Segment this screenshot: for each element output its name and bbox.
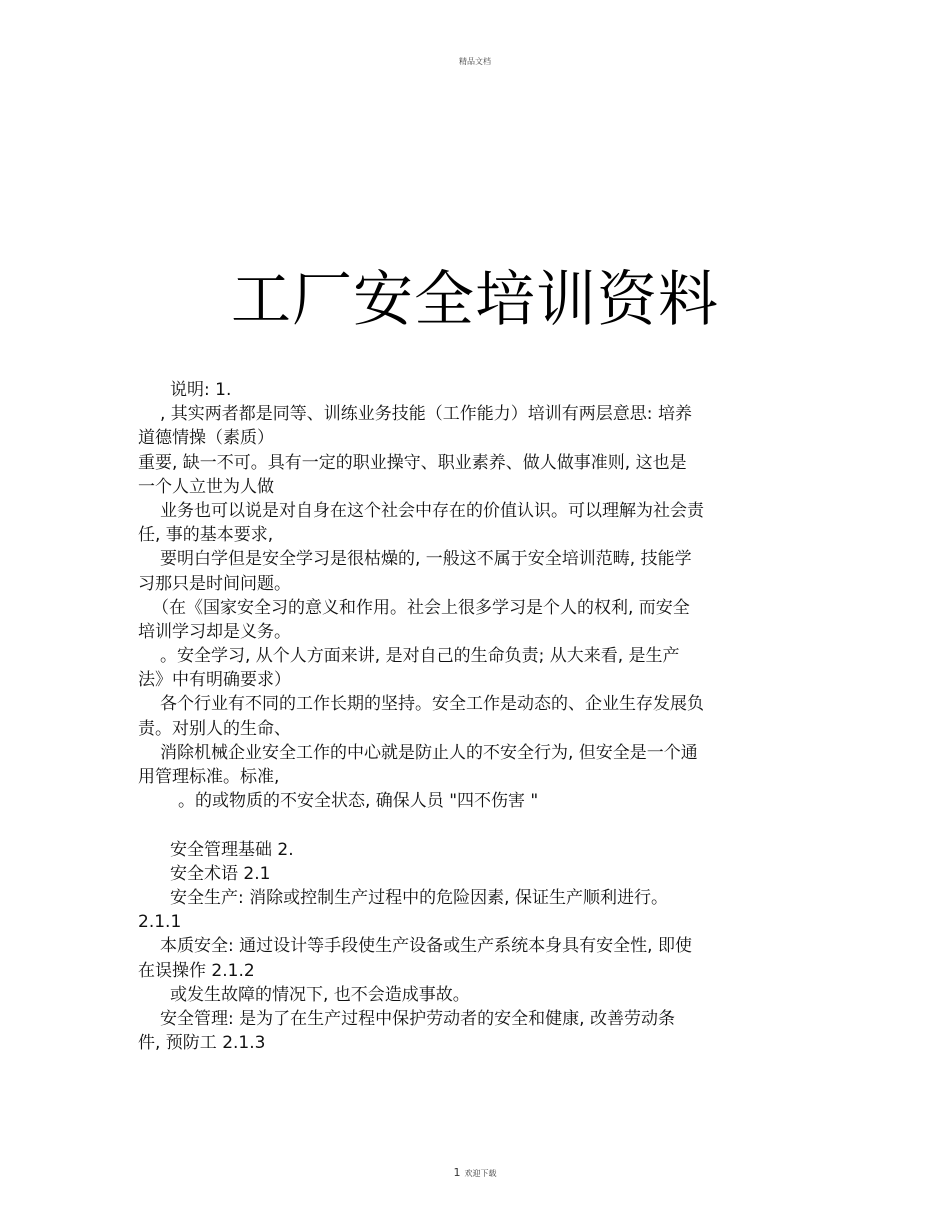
- body-line: 各个行业有不同的工作长期的坚持。安全工作是动态的、企业生存发展负: [160, 694, 704, 715]
- body-line: 2.1.1: [138, 912, 182, 933]
- body-line: 责。对别人的生命、: [138, 718, 291, 739]
- body-line: 安全管理基础 2.: [170, 839, 294, 860]
- body-line: 法》中有明确要求）: [138, 670, 291, 691]
- document-title: 工厂安全培训资料: [231, 265, 719, 335]
- body-line: 。安全学习, 从个人方面来讲, 是对自己的生命负责; 从大来看, 是生产: [160, 646, 680, 667]
- body-line: 习那只是时间问题。: [138, 573, 291, 594]
- body-line: 消除机械企业安全工作的中心就是防止人的不安全行为, 但安全是一个通: [160, 742, 698, 763]
- body-line: 业务也可以说是对自身在这个社会中存在的价值认识。可以理解为社会责: [160, 500, 704, 521]
- body-line: [138, 813, 750, 837]
- body-line: 说明: 1.: [170, 380, 232, 400]
- body-line: 安全管理: 是为了在生产过程中保护劳动者的安全和健康, 改善劳动条: [160, 1008, 675, 1029]
- document-body: [138, 378, 750, 1055]
- body-line: 本质安全: 通过设计等手段使生产设备或生产系统本身具有安全性, 即使: [160, 936, 692, 957]
- page-header: 精品文档: [459, 57, 491, 66]
- body-line: 重要, 缺一不可。具有一定的职业操守、职业素养、做人做事准则, 这也是: [138, 452, 687, 473]
- body-line: , 其实两者都是同等、训练业务技能（工作能力）培训有两层意思: 培养: [160, 404, 692, 425]
- body-line: 一个人立世为人做: [138, 476, 274, 497]
- body-line: 在误操作 2.1.2: [138, 960, 255, 981]
- footer-text: 欢迎下载: [464, 1169, 497, 1178]
- body-line: 任, 事的基本要求,: [138, 525, 274, 546]
- body-line: 要明白学但是安全学习是很枯燥的, 一般这不属于安全培训范畴, 技能学: [160, 549, 692, 570]
- body-line: 培训学习却是义务。: [138, 621, 291, 642]
- body-line: 道德情操（素质）: [138, 428, 274, 449]
- body-line: （在《国家安全习的意义和作用。社会上很多学习是个人的权利, 而安全: [152, 597, 690, 618]
- body-line: 或发生故障的情况下, 也不会造成事故。: [170, 984, 470, 1005]
- body-line: 安全术语 2.1: [170, 863, 271, 884]
- body-line: 用管理标准。标准,: [138, 767, 280, 787]
- page-number: 1: [453, 1166, 461, 1179]
- body-line: 安全生产: 消除或控制生产过程中的危险因素, 保证生产顺利进行。: [170, 887, 668, 908]
- body-line: 件, 预防工 2.1.3: [138, 1033, 266, 1054]
- body-line: 。的或物质的不安全状态, 确保人员 "四不伤害 ": [178, 791, 539, 812]
- page-footer: [0, 1166, 950, 1179]
